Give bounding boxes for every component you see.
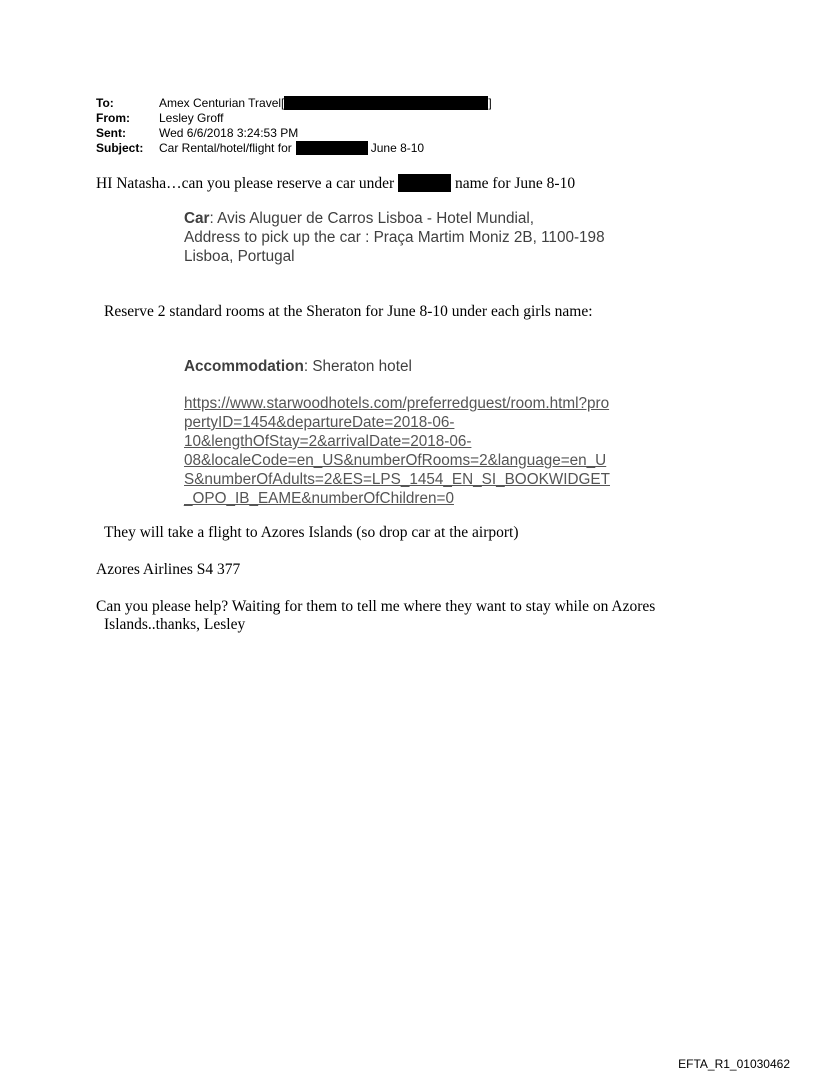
email-header [96,96,492,156]
accommodation-value: : Sheraton hotel [303,358,412,375]
closing-line-1: Can you please help? Waiting for them to tell me where they want to stay while on Azores [96,598,656,615]
closing-line-2: Islands..thanks, Lesley [104,616,246,633]
car-line-1 [184,209,605,228]
redaction-bar [296,141,368,155]
link-line: 08&localeCode=en_US&numberOfRooms=2&language=en_U [184,452,607,469]
document-id: EFTA_R1_01030462 [678,1057,790,1071]
to-label: To: [96,96,114,110]
link-line: pertyID=1454&departureDate=2018-06- [184,414,455,431]
sheraton-link[interactable] [184,394,644,508]
reserve-text: Reserve 2 standard rooms at the Sheraton for June 8-10 under each girls name: [104,303,593,320]
sent-row [96,126,492,141]
greeting-prefix: HI Natasha…can you please reserve a car under [96,175,395,192]
subject-row [96,141,492,156]
subject-suffix: June 8-10 [370,141,425,155]
subject-label: Subject: [96,141,144,155]
link-line: https://www.starwoodhotels.com/preferredguest/room.html?pro [184,395,610,412]
to-suffix: ] [488,96,492,110]
link-line: S&numberOfAdults=2&ES=LPS_1454_EN_SI_BOOKWIDGET [184,471,610,488]
redaction-bar [284,96,488,110]
airline-text: Azores Airlines S4 377 [96,561,241,578]
car-label: Car [184,210,210,227]
sent-value: Wed 6/6/2018 3:24:53 PM [159,126,299,140]
to-row [96,96,492,111]
redaction-bar [398,174,451,192]
accommodation-line [184,357,412,376]
greeting-suffix: name for June 8-10 [454,175,576,192]
car-line-3: Lisboa, Portugal [184,248,295,265]
subject-prefix: Car Rental/hotel/flight for [159,141,292,155]
flight-text: They will take a flight to Azores Islands (so drop car at the airport) [104,524,519,541]
to-value: Amex Centurian Travel[ [159,96,285,110]
greeting-line [96,174,575,193]
link-line: _OPO_IB_EAME&numberOfChildren=0 [184,490,454,507]
from-label: From: [96,111,130,125]
car-line1-rest: : Avis Aluguer de Carros Lisboa - Hotel Mundial, [209,210,535,227]
accommodation-label: Accommodation [184,358,304,375]
car-block [184,209,605,266]
from-row [96,111,492,126]
sent-label: Sent: [96,126,126,140]
car-line-2: Address to pick up the car : Praça Martim Moniz 2B, 1100-198 [184,229,605,246]
from-value: Lesley Groff [159,111,224,125]
link-line: 10&lengthOfStay=2&arrivalDate=2018-06- [184,433,472,450]
